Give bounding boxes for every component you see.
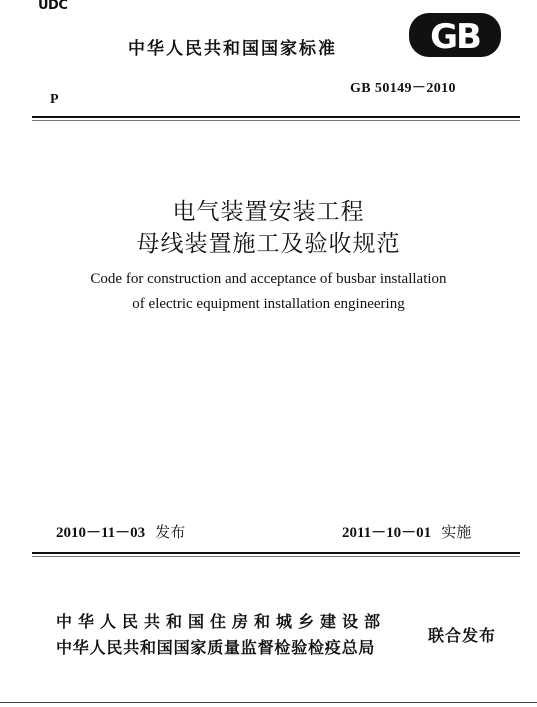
publisher-line1: 中华人民共和国住房和城乡建设部: [56, 612, 387, 631]
title-en-line2: of electric equipment installation engineering: [132, 296, 405, 312]
title-cn-line1: 电气装置安装工程: [172, 199, 365, 225]
issue-date: 2010－11－03: [56, 525, 146, 541]
effective-date-block: [342, 521, 471, 542]
udc-label: UDC: [38, 0, 68, 13]
top-divider-thin: [32, 120, 520, 121]
bottom-divider: [32, 552, 520, 554]
standard-body-title: 中华人民共和国国家标准: [128, 39, 337, 59]
issue-date-block: [56, 521, 185, 542]
gb-logo-text: GB: [430, 17, 480, 57]
standard-number: GB 50149－2010: [350, 81, 456, 96]
effective-label: 实施: [441, 523, 472, 541]
title-en-line1: Code for construction and acceptance of busbar installation: [90, 271, 447, 287]
classification-code: P: [50, 92, 59, 107]
top-divider: [32, 116, 520, 118]
effective-date: 2011－10－01: [342, 525, 432, 541]
title-cn-line2: 母线装置施工及验收规范: [136, 231, 401, 257]
issue-label: 发布: [155, 523, 186, 541]
publisher-line2: 中华人民共和国国家质量监督检验检疫总局: [56, 638, 376, 657]
joint-publish-label: 联合发布: [428, 626, 497, 645]
bottom-divider-thin: [32, 556, 520, 557]
page-bottom-edge: [0, 702, 537, 703]
gb-logo: [408, 12, 502, 58]
